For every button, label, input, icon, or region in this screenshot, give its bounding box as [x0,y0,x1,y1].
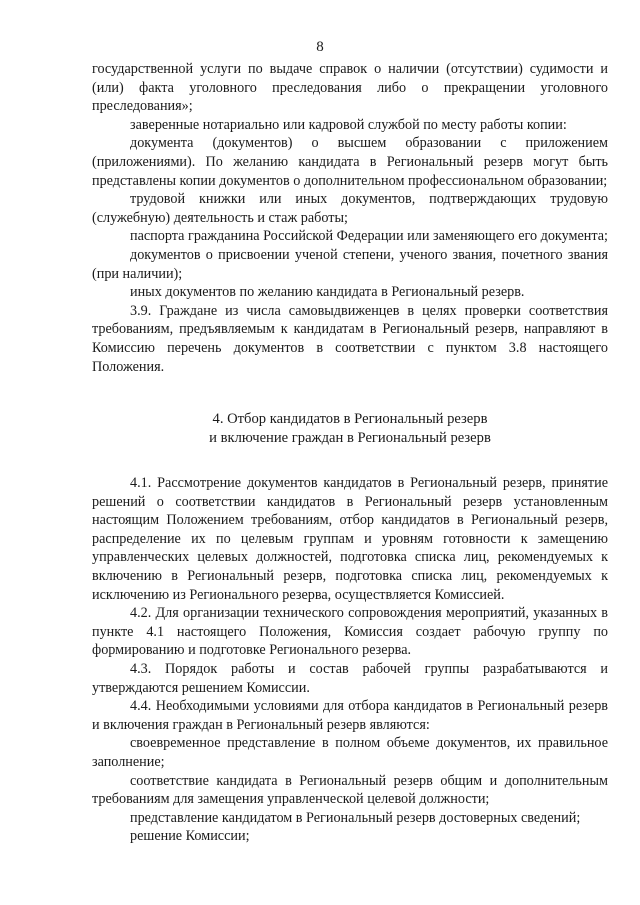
section-heading [92,410,608,448]
paragraph: соответствие кандидата в Региональный резерв общим и дополнительным требованиям для замещения управленческой целевой должности; [92,772,608,808]
paragraph: 4.1. Рассмотрение документов кандидатов в Региональный резерв, принятие решений о соответствии кандидатов в Региональный резерв установленным настоящим Положением требованиям, отбор кандидатов в Региональный резерв, распределение их по целевым группам и уровням готовности к замещению управленческих целевых должностей, подготовка списка лиц, рекомендуемых к включению в Региональный резерв, подготовка списка лиц, рекомендуемых к исключению из Регионального резерва, осуществляется Комиссией. [92,475,608,603]
paragraph: решение Комиссии; [130,828,250,845]
paragraph: 4.3. Порядок работы и состав рабочей группы разрабатываются и утверждаются решением Комиссии. [92,661,608,696]
paragraph: документа (документов) о высшем образовании с приложением (приложениями). По желанию кандидата в Региональный резерв могут быть представлены копии документов о дополнительном профессиональном образовании; [92,135,608,189]
document-body [92,60,608,846]
section-heading-line-1: 4. Отбор кандидатов в Региональный резерв [212,411,488,428]
paragraph: 4.2. Для организации технического сопровождения мероприятий, указанных в пункте 4.1 настоящего Положения, Комиссия создает рабочую группу по формированию и подготовке Регионального резерва. [92,605,608,659]
paragraphs-before-heading [92,60,608,376]
paragraph: государственной услуги по выдаче справок о наличии (отсутствии) судимости и (или) факта уголовного преследования либо о прекращении уголовного преследования»; [92,61,608,115]
page-number: 8 [316,39,324,55]
paragraph: иных документов по желанию кандидата в Региональный резерв. [130,284,525,301]
paragraphs-after-heading [92,474,608,846]
paragraph: своевременное представление в полном объеме документов, их правильное заполнение; [92,735,608,770]
paragraph: документов о присвоении ученой степени, ученого звания, почетного звания (при наличии); [92,246,608,282]
section-heading-line-2: и включение граждан в Региональный резерв [209,430,491,447]
paragraph: трудовой книжки или иных документов, подтверждающих трудовую (служебную) деятельность и стаж работы; [92,191,608,226]
paragraph: заверенные нотариально или кадровой службой по месту работы копии: [130,116,567,133]
paragraph: представление кандидатом в Региональный резерв достоверных сведений; [130,809,581,826]
paragraph: 4.4. Необходимыми условиями для отбора кандидатов в Региональный резерв и включения граждан в Региональный резерв являются: [92,698,608,733]
paragraph: 3.9. Граждане из числа самовыдвиженцев в целях проверки соответствия требованиям, предъявляемым к кандидатам в Региональный резерв, направляют в Комиссию перечень документов в соответствии с пунктом 3.8 настоящего Положения. [92,302,608,375]
paragraph: паспорта гражданина Российской Федерации или заменяющего его документа; [130,228,608,245]
